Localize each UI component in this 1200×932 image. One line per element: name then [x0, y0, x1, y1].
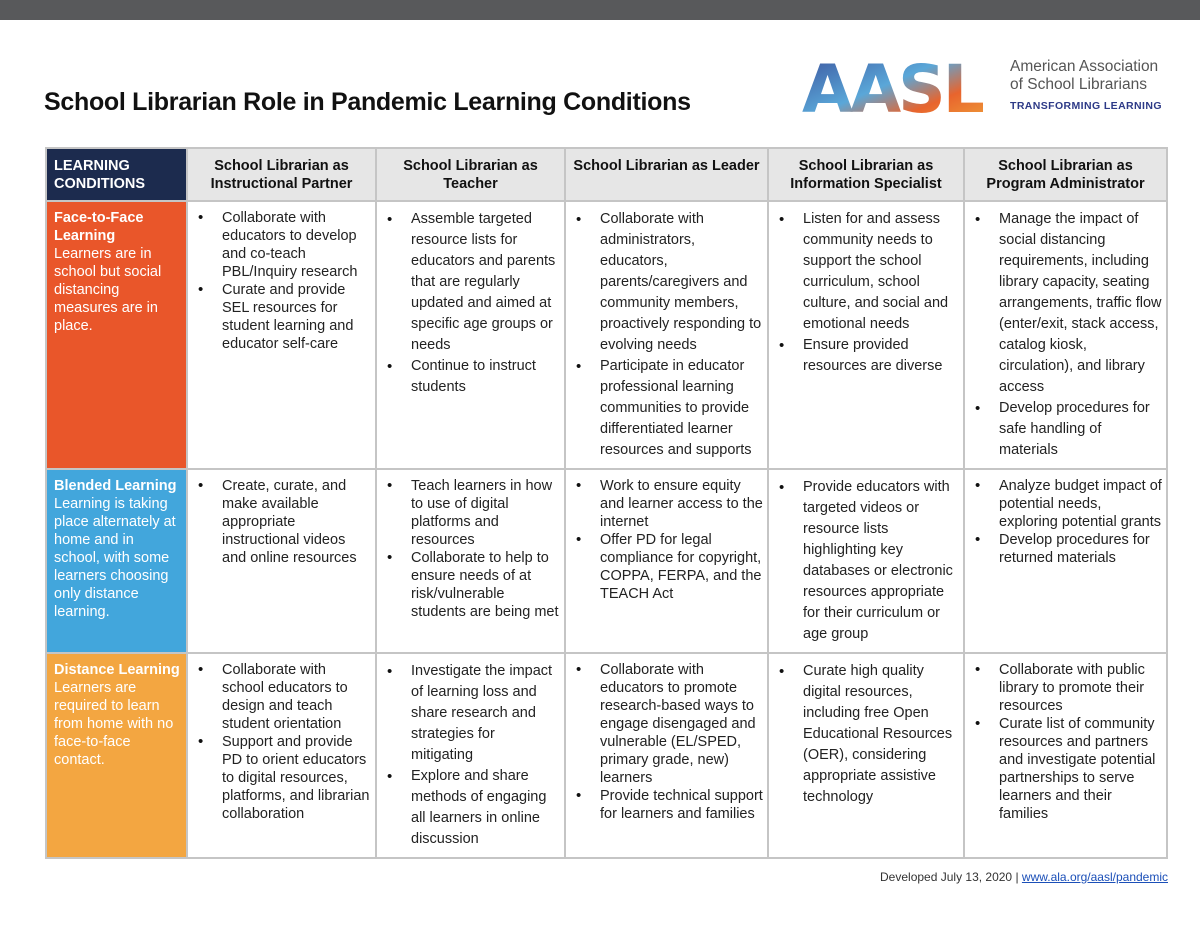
row-title: Face-to-Face Learning	[54, 210, 144, 244]
list-item: • Teach learners in how to use of digital platforms and resources	[381, 477, 560, 549]
aasl-logo	[800, 52, 1180, 122]
row-description: Learners are in school but social distancing measures are in place.	[54, 246, 162, 334]
table-cell	[187, 653, 376, 858]
row-title: Blended Learning	[54, 478, 177, 494]
table-cell	[768, 469, 964, 653]
row-description: Learning is taking place alternately at home and in school, with some learners choosing only distance learning.	[54, 496, 176, 620]
footer-separator: |	[1015, 870, 1019, 884]
list-item: • Analyze budget impact of potential needs, exploring potential grants	[969, 477, 1162, 531]
list-item: • Collaborate with school educators to design and teach student orientation	[192, 661, 371, 733]
column-header: School Librarian as Leader	[565, 148, 768, 201]
column-header: School Librarian as Teacher	[376, 148, 565, 201]
table-cell	[565, 469, 768, 653]
table-cell	[768, 653, 964, 858]
table-cell	[376, 469, 565, 653]
table-cell	[376, 653, 565, 858]
list-item: • Listen for and assess community needs to support the school curriculum, school culture, and social and emotional needs	[773, 209, 959, 335]
list-item: • Support and provide PD to orient educators to digital resources, platforms, and librarian collaboration	[192, 733, 371, 823]
header-row	[46, 148, 1167, 201]
blended-row	[46, 469, 1167, 653]
list-item: • Collaborate with educators to develop and co-teach PBL/Inquiry research	[192, 209, 371, 281]
developed-date: Developed July 13, 2020	[880, 870, 1013, 884]
distance-row	[46, 653, 1167, 858]
list-item: • Investigate the impact of learning loss and share research and strategies for mitigating	[381, 661, 560, 766]
page-title: School Librarian Role in Pandemic Learning Conditions	[44, 88, 691, 116]
pandemic-link[interactable]: www.ala.org/aasl/pandemic	[1021, 870, 1168, 884]
list-item: • Curate list of community resources and partners and investigate potential partnerships to serve learners and their families	[969, 715, 1162, 823]
table-cell	[964, 469, 1167, 653]
table-cell	[187, 469, 376, 653]
svg-text:AASL: AASL	[802, 54, 982, 116]
row-description: Learners are required to learn from home with no face-to-face contact.	[54, 680, 174, 768]
logo-text	[1010, 58, 1162, 115]
column-header: School Librarian as Instructional Partner	[187, 148, 376, 201]
list-item: • Curate and provide SEL resources for student learning and educator self-care	[192, 281, 371, 353]
list-item: • Ensure provided resources are diverse	[773, 335, 959, 377]
row-header-face-to-face	[46, 201, 187, 469]
list-item: • Collaborate with administrators, educators, parents/caregivers and community members, proactively responding to evolving needs	[570, 209, 763, 356]
column-header: School Librarian as Program Administrator	[964, 148, 1167, 201]
list-item: • Provide technical support for learners and families	[570, 787, 763, 823]
table-cell	[376, 201, 565, 469]
table-cell	[565, 201, 768, 469]
table-cell	[964, 653, 1167, 858]
list-item: • Collaborate to help to ensure needs of at risk/vulnerable students are being met	[381, 549, 560, 621]
list-item: • Develop procedures for safe handling of materials	[969, 398, 1162, 461]
table-cell	[565, 653, 768, 858]
list-item: • Assemble targeted resource lists for educators and parents that are regularly updated and aimed at specific age groups or needs	[381, 209, 560, 356]
list-item: • Collaborate with public library to promote their resources	[969, 661, 1162, 715]
face-to-face-row	[46, 201, 1167, 469]
logo-tagline: TRANSFORMING LEARNING	[1010, 100, 1162, 112]
row-header-distance	[46, 653, 187, 858]
list-item: • Provide educators with targeted videos or resource lists highlighting key databases or electronic resources appropriate for their curriculum or age group	[773, 477, 959, 645]
learning-conditions-header: LEARNING CONDITIONS	[46, 148, 187, 201]
table-cell	[187, 201, 376, 469]
window-top-bar	[0, 0, 1200, 20]
row-title: Distance Learning	[54, 662, 180, 678]
list-item: • Develop procedures for returned materials	[969, 531, 1162, 567]
table-cell	[768, 201, 964, 469]
list-item: • Explore and share methods of engaging all learners in online discussion	[381, 766, 560, 850]
row-header-blended	[46, 469, 187, 653]
table-cell	[964, 201, 1167, 469]
aasl-logo-mark	[800, 54, 1000, 116]
list-item: • Participate in educator professional learning communities to provide differentiated learner resources and supports	[570, 356, 763, 461]
logo-line-2: of School Librarians	[1010, 76, 1147, 93]
roles-table	[45, 147, 1168, 859]
list-item: • Collaborate with educators to promote research-based ways to engage disengaged and vulnerable (EL/SPED, primary grade, new) learners	[570, 661, 763, 787]
footer	[880, 870, 1168, 884]
column-header: School Librarian as Information Specialist	[768, 148, 964, 201]
list-item: • Work to ensure equity and learner access to the internet	[570, 477, 763, 531]
list-item: • Curate high quality digital resources, including free Open Educational Resources (OER), considering appropriate assistive technology	[773, 661, 959, 808]
list-item: • Manage the impact of social distancing requirements, including library capacity, seating arrangements, traffic flow (enter/exit, stack access, catalog kiosk, circulation), and library access	[969, 209, 1162, 398]
list-item: • Continue to instruct students	[381, 356, 560, 398]
list-item: • Create, curate, and make available appropriate instructional videos and online resources	[192, 477, 371, 567]
logo-line-1: American Association	[1010, 58, 1159, 75]
list-item: • Offer PD for legal compliance for copyright, COPPA, FERPA, and the TEACH Act	[570, 531, 763, 603]
